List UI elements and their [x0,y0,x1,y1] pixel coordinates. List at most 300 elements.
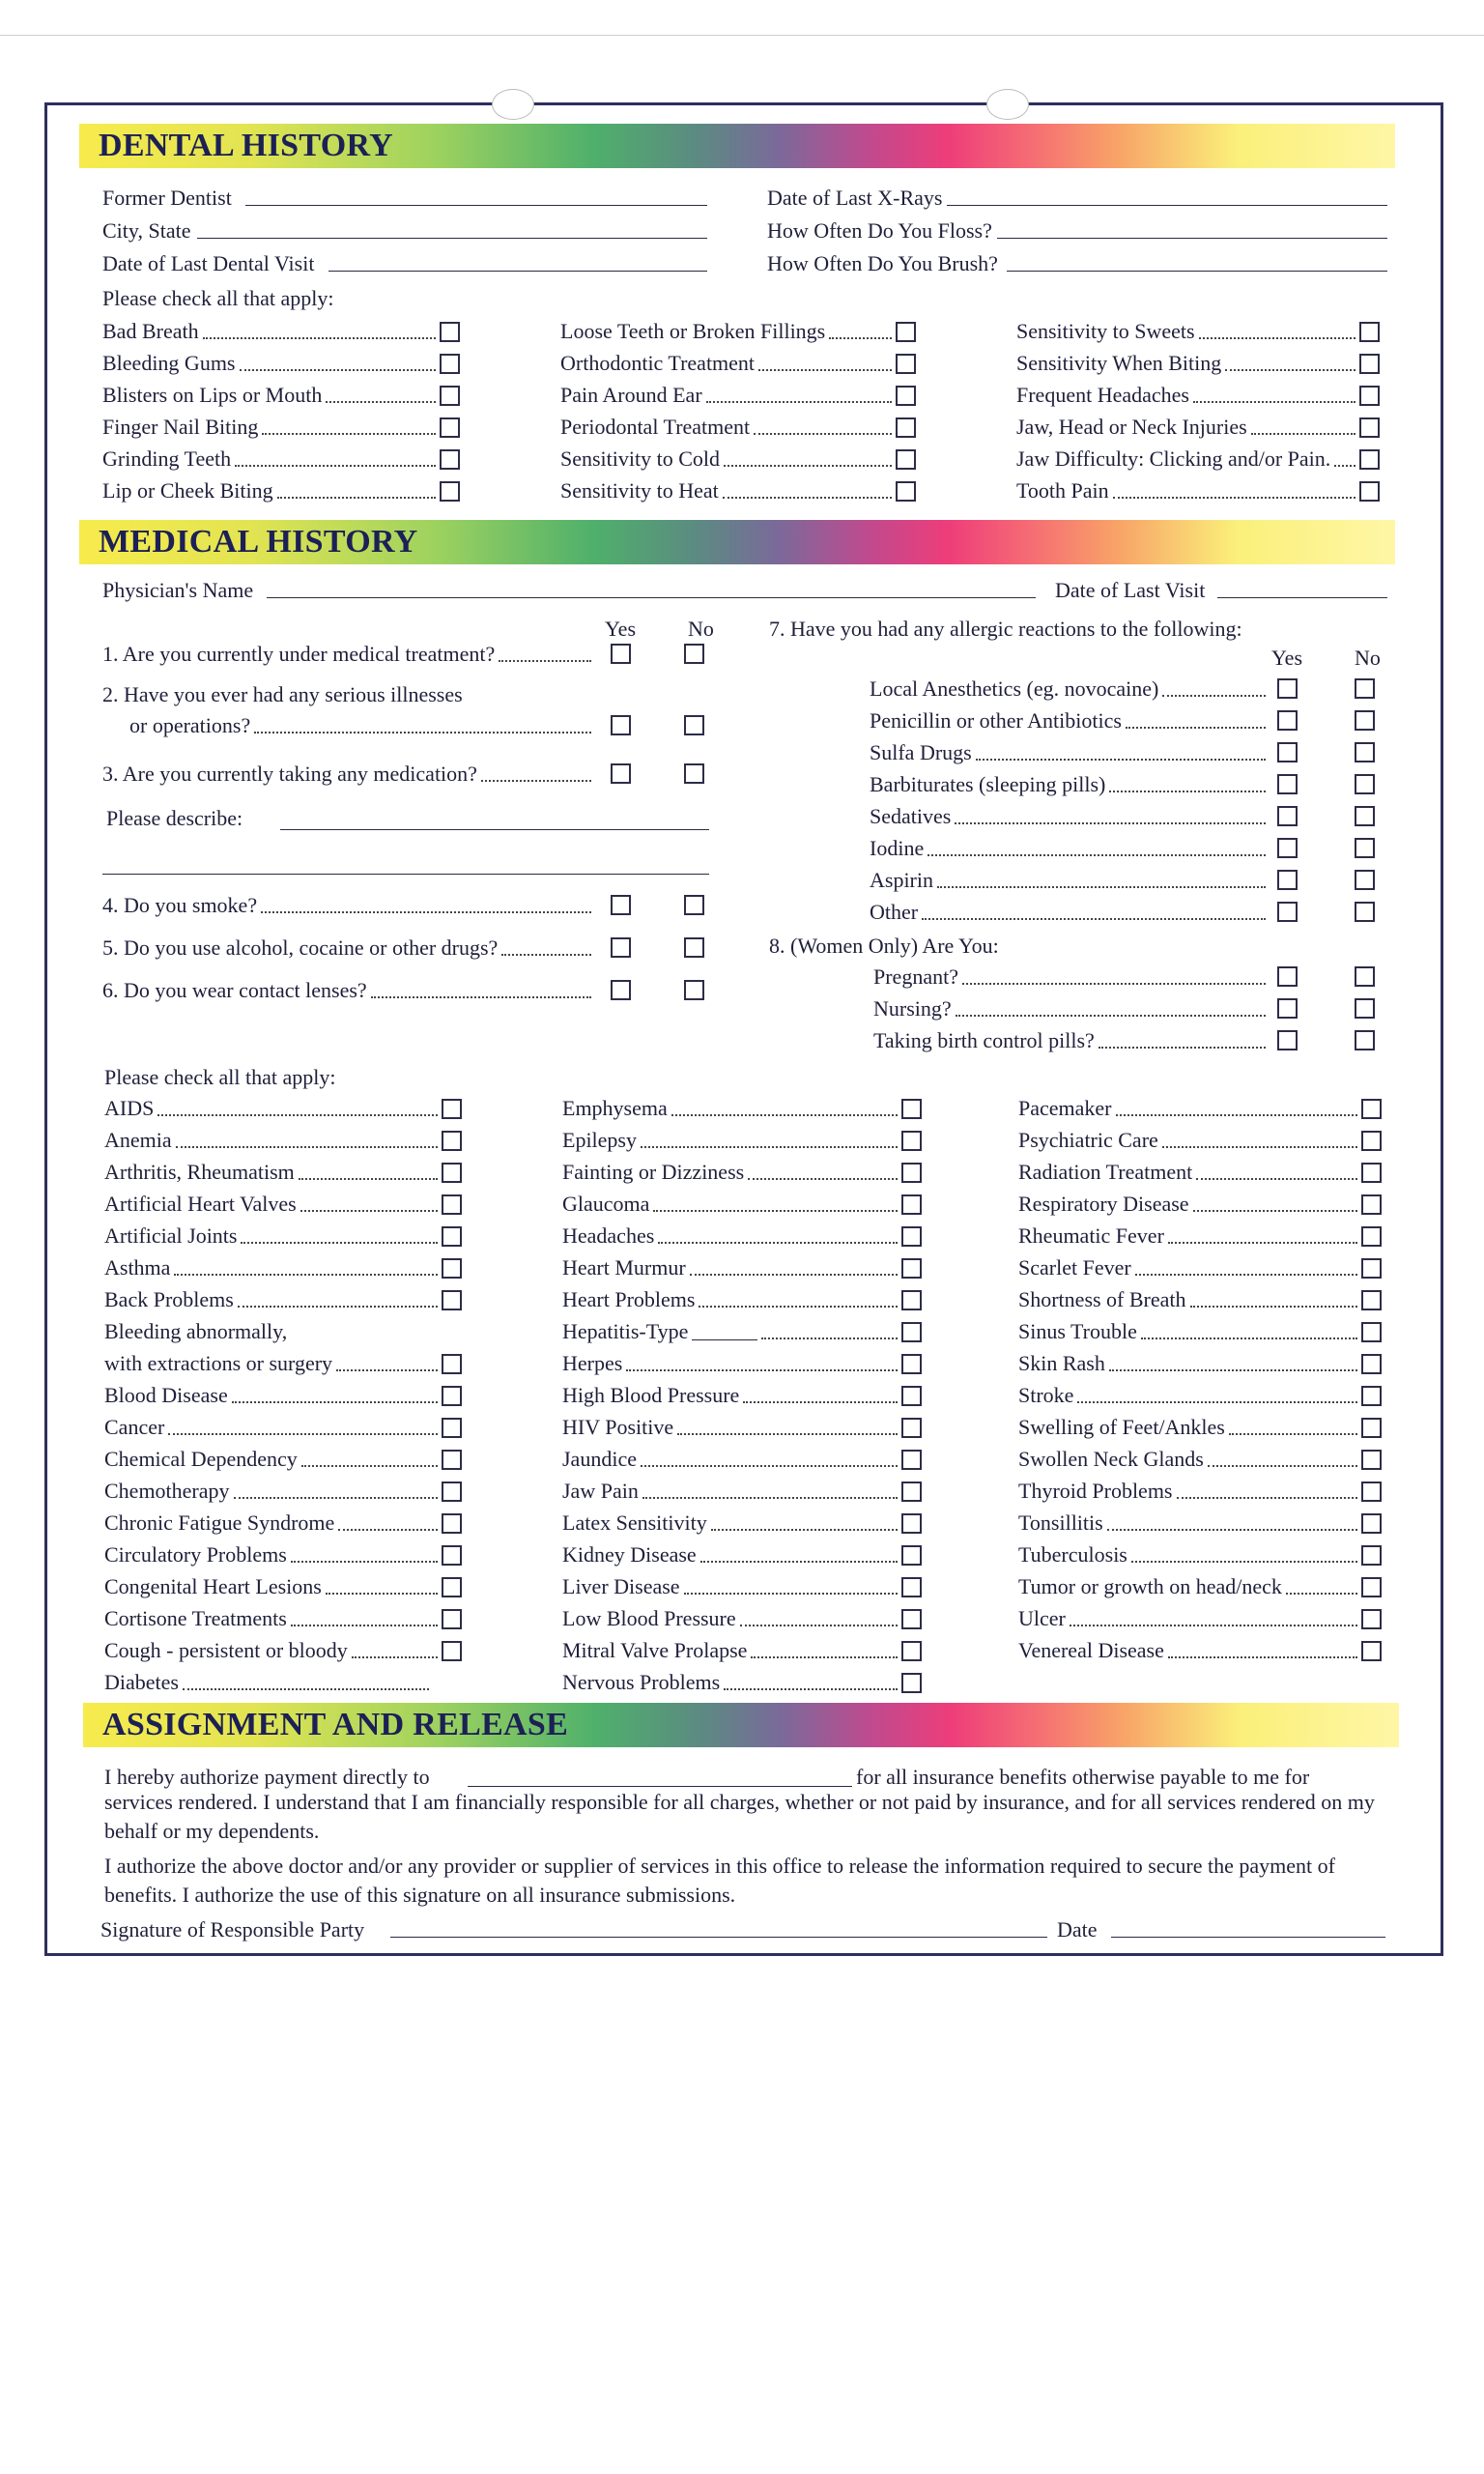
checklist-item-high-blood-pressure [562,1383,922,1408]
checkbox[interactable] [896,449,916,470]
checkbox[interactable] [442,1290,462,1310]
checkbox[interactable] [901,1609,922,1629]
item-label: Headaches [562,1223,655,1248]
item-label: Iodine [870,836,925,860]
item-label: Pacemaker [1018,1096,1112,1120]
dot-leader [1131,1561,1357,1563]
checkbox[interactable] [440,417,460,438]
checklist-item-venereal-disease [1018,1638,1382,1663]
checklist-item-radiation-treatment [1018,1160,1382,1185]
checkbox[interactable] [901,1673,922,1693]
payee-field[interactable] [468,1786,852,1787]
no-checkbox[interactable] [684,895,704,915]
checklist-item-nursing [873,996,1270,1021]
dot-leader [301,1465,438,1467]
section-title: ASSIGNMENT AND RELEASE [102,1707,569,1742]
checkbox[interactable] [1359,322,1380,342]
checkbox[interactable] [896,322,916,342]
yes-checkbox[interactable] [1277,998,1298,1019]
describe-label: Please describe: [106,806,243,830]
dot-leader [699,1306,898,1308]
checklist-item-artificial-joints [104,1223,462,1249]
checkbox[interactable] [442,1258,462,1279]
checkbox[interactable] [442,1226,462,1247]
checklist-item-ulcer [1018,1606,1382,1631]
checklist-item-heart-problems [562,1287,922,1312]
checklist-item-diabetes [104,1670,433,1695]
yes-checkbox[interactable] [1277,678,1298,699]
checkbox[interactable] [442,1099,462,1119]
item-label: Jaw Pain [562,1479,639,1503]
dot-leader [641,1146,898,1148]
item-label: Grinding Teeth [102,446,232,471]
no-checkbox[interactable] [684,980,704,1000]
item-label: Bleeding abnormally, [104,1319,288,1343]
last-dental-visit-label: Date of Last Dental Visit [102,251,315,275]
dot-leader [168,1433,438,1435]
checkbox[interactable] [440,449,460,470]
medical-history-header [79,520,1395,564]
no-checkbox[interactable] [1355,838,1375,858]
no-checkbox[interactable] [684,644,704,664]
checkbox[interactable] [442,1418,462,1438]
checklist-item-jaw-head-or-neck-injuries [1016,415,1380,440]
dot-leader [338,1529,438,1531]
yes-checkbox[interactable] [1277,870,1298,890]
scan-top-edge [0,35,1484,36]
checklist-item-other [870,900,1270,925]
checkbox[interactable] [1359,354,1380,374]
checkbox[interactable] [440,354,460,374]
checklist-item-local-anesthetics-eg-novocaine [870,676,1270,702]
checkbox[interactable] [442,1609,462,1629]
dot-leader [1208,1465,1357,1467]
no-checkbox[interactable] [1355,902,1375,922]
former-dentist-label: Former Dentist [102,186,232,210]
dot-leader [711,1529,898,1531]
dot-leader [724,465,892,467]
dot-leader [626,1369,898,1371]
dot-leader [1199,337,1356,339]
checkbox[interactable] [442,1354,462,1374]
former-dentist-field[interactable] [245,205,707,206]
checkbox[interactable] [901,1226,922,1247]
item-label: 3. Are you currently taking any medication? [102,762,477,786]
assignment-p1-start: I hereby authorize payment directly to [104,1765,430,1789]
dot-leader [829,337,892,339]
checkbox[interactable] [896,386,916,406]
last-xrays-label: Date of Last X-Rays [767,186,943,210]
item-label: 2. Have you ever had any serious illnesses [102,682,463,706]
item-label: Scarlet Fever [1018,1255,1131,1280]
dot-leader [761,1338,898,1339]
checkbox[interactable] [1361,1194,1382,1215]
last-visit-label: Date of Last Visit [1055,578,1206,602]
checkbox[interactable] [1359,417,1380,438]
checklist-item-glaucoma [562,1192,922,1217]
yes-checkbox[interactable] [611,980,631,1000]
item-label: or operations? [129,713,251,737]
item-label: Latex Sensitivity [562,1510,707,1535]
signature-field[interactable] [390,1937,1047,1938]
no-checkbox[interactable] [1355,774,1375,794]
physician-name-field[interactable] [267,597,1036,598]
dot-leader [291,1561,438,1563]
no-checkbox[interactable] [684,763,704,784]
section-title: MEDICAL HISTORY [99,524,418,560]
dot-leader [684,1593,898,1595]
no-checkbox[interactable] [1355,678,1375,699]
item-label: Tonsillitis [1018,1510,1103,1535]
brush-field[interactable] [1007,271,1387,272]
dot-leader [1109,1369,1357,1371]
question-7: 7. Have you had any allergic reactions to the following: [769,617,1242,641]
dot-leader [336,1369,438,1371]
checklist-item-4-do-you-smoke [102,893,595,918]
no-checkbox[interactable] [684,715,704,735]
floss-field[interactable] [997,238,1387,239]
item-label: Other [870,900,919,924]
yes-checkbox[interactable] [1277,1030,1298,1050]
checklist-item-2-have-you-ever-had-any-serious-illnesses [102,682,682,707]
checkbox[interactable] [896,417,916,438]
checklist-item-back-problems [104,1287,462,1312]
item-label: Kidney Disease [562,1542,697,1567]
checkbox[interactable] [901,1386,922,1406]
checkbox[interactable] [1361,1099,1382,1119]
item-label: Bleeding Gums [102,351,236,375]
checkbox[interactable] [1361,1226,1382,1247]
dot-leader [481,780,591,782]
city-state-field[interactable] [197,238,707,239]
checkbox[interactable] [1361,1131,1382,1151]
dot-leader [238,1306,438,1308]
yes-checkbox[interactable] [611,937,631,958]
yes-checkbox[interactable] [1277,966,1298,987]
no-checkbox[interactable] [684,937,704,958]
item-label: Herpes [562,1351,623,1375]
item-label: Sulfa Drugs [870,740,972,764]
checklist-item-sensitivity-when-biting [1016,351,1380,376]
item-label: Arthritis, Rheumatism [104,1160,295,1184]
no-checkbox[interactable] [1355,806,1375,826]
checklist-item-frequent-headaches [1016,383,1380,408]
item-label: Heart Murmur [562,1255,686,1280]
dot-leader [690,1274,898,1276]
dot-leader [700,1561,898,1563]
checklist-item-cortisone-treatments [104,1606,462,1631]
no-checkbox[interactable] [1355,998,1375,1019]
dot-leader [740,1625,898,1626]
checklist-item-fainting-or-dizziness [562,1160,922,1185]
checklist-item-arthritis-rheumatism [104,1160,462,1185]
checkbox[interactable] [901,1194,922,1215]
checklist-item-jaundice [562,1447,922,1472]
checklist-item-anemia [104,1128,462,1153]
checkbox[interactable] [442,1163,462,1183]
checklist-item-finger-nail-biting [102,415,460,440]
checkbox[interactable] [901,1290,922,1310]
checklist-item-tonsillitis [1018,1510,1382,1536]
item-label: Tumor or growth on head/neck [1018,1574,1282,1598]
yes-checkbox[interactable] [611,644,631,664]
checklist-item-tooth-pain [1016,478,1380,503]
signature-label: Signature of Responsible Party [100,1917,365,1942]
checkbox[interactable] [901,1418,922,1438]
item-label: Ulcer [1018,1606,1066,1630]
dot-leader [261,911,591,913]
physician-name-label: Physician's Name [102,578,254,602]
checkbox[interactable] [442,1641,462,1661]
item-label: 6. Do you wear contact lenses? [102,978,367,1002]
checkbox[interactable] [901,1641,922,1661]
checklist-item-pregnant [873,964,1270,990]
checkbox[interactable] [442,1194,462,1215]
item-label: Diabetes [104,1670,179,1694]
checkbox[interactable] [440,386,460,406]
checklist-item-asthma [104,1255,462,1280]
checklist-item-circulatory-problems [104,1542,462,1568]
item-label: Frequent Headaches [1016,383,1189,407]
checkbox[interactable] [901,1545,922,1566]
yes-checkbox[interactable] [1277,742,1298,762]
checkbox[interactable] [901,1322,922,1342]
checklist-item-chronic-fatigue-syndrome [104,1510,462,1536]
checkbox[interactable] [440,322,460,342]
dot-leader [1168,1656,1357,1658]
item-label: Jaw Difficulty: Clicking and/or Pain. [1016,446,1331,471]
checkbox[interactable] [901,1482,922,1502]
dental-check-all-label: Please check all that apply: [102,286,334,310]
checkbox[interactable] [1361,1386,1382,1406]
checkbox[interactable] [440,481,460,502]
checkbox[interactable] [901,1450,922,1470]
checkbox[interactable] [1361,1163,1382,1183]
last-xrays-field[interactable] [947,205,1387,206]
checklist-item-1-are-you-currently-under-medical-treatment [102,642,595,667]
checkbox[interactable] [901,1131,922,1151]
yes-checkbox[interactable] [1277,710,1298,731]
binder-hole [492,89,534,120]
no-checkbox[interactable] [1355,966,1375,987]
item-label: Artificial Joints [104,1223,238,1248]
yes-checkbox[interactable] [611,715,631,735]
dot-leader [1334,465,1356,467]
yes-checkbox[interactable] [1277,774,1298,794]
checkbox[interactable] [442,1577,462,1597]
item-label: Tuberculosis [1018,1542,1127,1567]
assignment-p2: I authorize the above doctor and/or any provider or supplier of services in this office to release the information required to secure the payment of benefits. I authorize the use of this signature on all insurance submissions. [104,1854,1335,1907]
no-checkbox[interactable] [1355,710,1375,731]
describe-field[interactable] [280,829,709,830]
checkbox[interactable] [896,354,916,374]
describe-field-2[interactable] [102,874,709,875]
date-field[interactable] [1111,1937,1385,1938]
yes-header: Yes [605,617,637,641]
checklist-item-pain-around-ear [560,383,916,408]
binder-hole [986,89,1029,120]
yes-checkbox[interactable] [1277,838,1298,858]
dot-leader [1141,1338,1357,1339]
item-label: Asthma [104,1255,171,1280]
checkbox[interactable] [1361,1418,1382,1438]
checkbox[interactable] [1361,1450,1382,1470]
yes-checkbox[interactable] [611,763,631,784]
checklist-item-sensitivity-to-cold [560,446,916,472]
item-label: Low Blood Pressure [562,1606,736,1630]
checkbox[interactable] [442,1131,462,1151]
dot-leader [1193,401,1356,403]
checklist-item-blood-disease [104,1383,462,1408]
checklist-item-respiratory-disease [1018,1192,1382,1217]
checkbox[interactable] [1361,1577,1382,1597]
checkbox[interactable] [901,1163,922,1183]
checkbox[interactable] [1359,449,1380,470]
checkbox[interactable] [442,1386,462,1406]
checkbox[interactable] [1361,1290,1382,1310]
item-label: Pregnant? [873,964,958,989]
checklist-item-cancer [104,1415,462,1440]
no-checkbox[interactable] [1355,870,1375,890]
last-dental-visit-field[interactable] [328,271,707,272]
checklist-item-congenital-heart-lesions [104,1574,462,1599]
dot-leader [922,918,1266,920]
checklist-item-pacemaker [1018,1096,1382,1121]
dot-leader [1196,1178,1357,1180]
item-label: Swelling of Feet/Ankles [1018,1415,1225,1439]
checkbox[interactable] [901,1577,922,1597]
checkbox[interactable] [1359,386,1380,406]
last-visit-field[interactable] [1217,597,1387,598]
item-label: Radiation Treatment [1018,1160,1193,1184]
checkbox[interactable] [901,1354,922,1374]
checkbox[interactable] [1361,1545,1382,1566]
dot-leader [241,1242,438,1244]
checklist-item-3-are-you-currently-taking-any-medication [102,762,595,787]
item-label: AIDS [104,1096,155,1120]
checklist-item-aids [104,1096,462,1121]
dot-leader [743,1401,898,1403]
item-label: Shortness of Breath [1018,1287,1186,1311]
checkbox[interactable] [1361,1641,1382,1661]
checklist-item-liver-disease [562,1574,922,1599]
checklist-item-kidney-disease [562,1542,922,1568]
checklist-item-tumor-or-growth-on-head-neck [1018,1574,1382,1599]
item-label: Cortisone Treatments [104,1606,287,1630]
section-title: DENTAL HISTORY [99,128,394,163]
dot-leader [1162,1146,1357,1148]
dot-leader [1190,1306,1357,1308]
dot-leader [254,732,591,734]
floss-label: How Often Do You Floss? [767,218,992,243]
checkbox[interactable] [1361,1354,1382,1374]
checklist-item-lip-or-cheek-biting [102,478,460,503]
item-label: 4. Do you smoke? [102,893,258,917]
yes-checkbox[interactable] [1277,902,1298,922]
checklist-item-low-blood-pressure [562,1606,922,1631]
dot-leader [203,337,436,339]
checklist-item-tuberculosis [1018,1542,1382,1568]
item-label: Anemia [104,1128,172,1152]
checkbox[interactable] [1361,1258,1382,1279]
checklist-item-periodontal-treatment [560,415,916,440]
dot-leader [1225,369,1356,371]
checkbox[interactable] [442,1450,462,1470]
dot-leader [751,1656,898,1658]
item-label: Chemical Dependency [104,1447,298,1471]
hepatitis-type-field[interactable] [692,1339,757,1340]
checkbox[interactable] [1361,1513,1382,1534]
dot-leader [291,1625,438,1626]
dot-leader [371,996,591,998]
checkbox[interactable] [901,1099,922,1119]
item-label: Loose Teeth or Broken Fillings [560,319,826,343]
allergy-yes-header: Yes [1271,646,1303,670]
dot-leader [955,822,1266,824]
assignment-header [83,1703,1399,1747]
no-header: No [688,617,714,641]
dot-leader [157,1114,438,1116]
item-label: Sensitivity to Cold [560,446,721,471]
checkbox[interactable] [896,481,916,502]
item-label: Respiratory Disease [1018,1192,1189,1216]
item-label: Sedatives [870,804,952,828]
checklist-item-sensitivity-to-heat [560,478,916,503]
checklist-item-bad-breath [102,319,460,344]
dot-leader [1126,727,1266,729]
checkbox[interactable] [1359,481,1380,502]
checkbox[interactable] [1361,1609,1382,1629]
yes-checkbox[interactable] [611,895,631,915]
item-label: Congenital Heart Lesions [104,1574,322,1598]
checklist-item-latex-sensitivity [562,1510,922,1536]
dot-leader [174,1274,438,1276]
dot-leader [299,1178,438,1180]
item-label: Glaucoma [562,1192,650,1216]
item-label: Sensitivity to Sweets [1016,319,1195,343]
dot-leader [642,1497,898,1499]
dot-leader [1107,1529,1357,1531]
checkbox[interactable] [1361,1482,1382,1502]
checklist-item-emphysema [562,1096,922,1121]
checkbox[interactable] [442,1545,462,1566]
dot-leader [1116,1114,1358,1116]
checkbox[interactable] [1361,1322,1382,1342]
checkbox[interactable] [901,1513,922,1534]
item-label: 5. Do you use alcohol, cocaine or other drugs? [102,935,499,960]
dot-leader [758,369,892,371]
item-label: Blood Disease [104,1383,228,1407]
item-label: Stroke [1018,1383,1074,1407]
dot-leader [937,886,1266,888]
checklist-item-swollen-neck-glands [1018,1447,1382,1472]
checklist-item-bleeding-abnormally [104,1319,462,1344]
item-label: HIV Positive [562,1415,674,1439]
no-checkbox[interactable] [1355,742,1375,762]
checkbox[interactable] [442,1513,462,1534]
item-label: Back Problems [104,1287,234,1311]
item-label: Liver Disease [562,1574,680,1598]
dot-leader [235,465,436,467]
checkbox[interactable] [442,1482,462,1502]
no-checkbox[interactable] [1355,1030,1375,1050]
checklist-item-sinus-trouble [1018,1319,1382,1344]
yes-checkbox[interactable] [1277,806,1298,826]
item-label: Chronic Fatigue Syndrome [104,1510,335,1535]
checklist-item-heart-murmur [562,1255,922,1280]
checkbox[interactable] [901,1258,922,1279]
assignment-p1-rest: services rendered. I understand that I am financially responsible for all charges, whether or not paid by insurance, and for all services rendered on my behalf or my dependents. [104,1790,1375,1843]
